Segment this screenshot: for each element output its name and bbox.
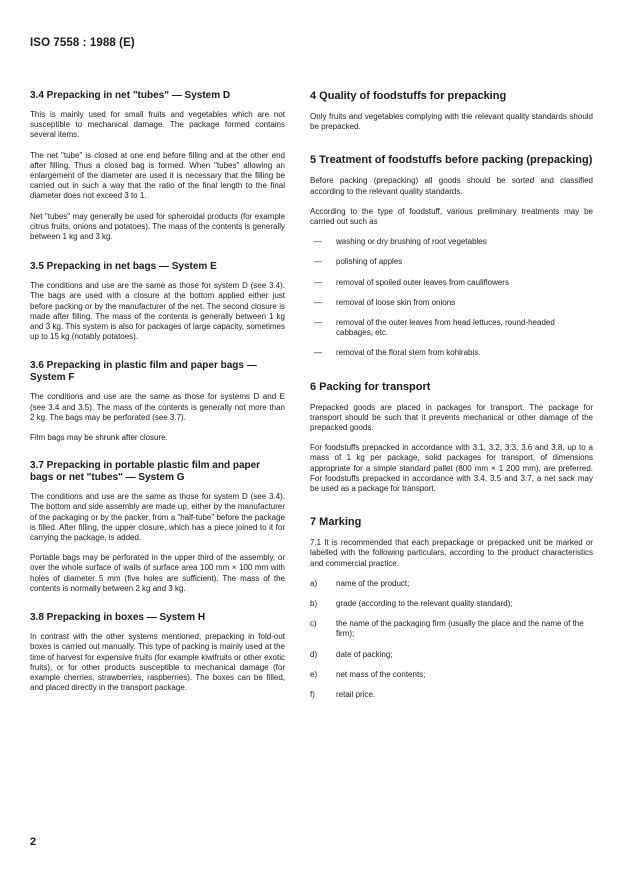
list-marker: f)	[310, 690, 315, 700]
list-item: b) grade (according to the relevant quality standard);	[310, 599, 513, 609]
list-marker: d)	[310, 649, 318, 659]
paragraph: Portable bags may be perforated in the upper third of the assembly, or over the whole surface of walls of surface area 100 mm × 100 mm with holes of diameter 5 mm (five holes are sufficient). The mass of the contents is normally between 2 kg and 3 kg.	[30, 553, 285, 593]
list-marker: e)	[310, 669, 318, 679]
marking-list	[310, 579, 593, 700]
section-5	[310, 154, 593, 358]
section-3-6	[30, 360, 285, 443]
list-item: — removal of the floral stem from kohlrabis.	[310, 348, 593, 358]
list-item: — removal of spoiled outer leaves from cauliflowers	[310, 278, 593, 288]
section-heading: 6 Packing for transport	[310, 380, 431, 393]
paragraph: For foodstuffs prepacked in accordance with 3.1, 3.2, 3.3, 3.6 and 3.8, up to a mass of 1 kg per package, solid packages for transport, of dimensions appropriate for a simple standard pallet (800 mm × 1 200 mm), are preferred. For foodstuffs prepacked in accordance with 3.4, 3.5 and 3.7, a net sack may be used as a package for transport.	[310, 443, 593, 494]
list-item: — washing or dry brushing of root vegetables	[310, 237, 593, 247]
section-3-4	[30, 90, 285, 242]
list-marker: a)	[310, 578, 318, 588]
section-heading: 3.4 Prepacking in net "tubes" — System D	[30, 90, 231, 101]
section-heading: 3.7 Prepacking in portable plastic film and paper bags or net "tubes" — System G	[30, 460, 261, 484]
section-heading: 5 Treatment of foodstuffs before packing (prepacking)	[310, 154, 593, 167]
dash-marker: —	[314, 257, 322, 267]
paragraph: Net "tubes" may generally be used for spheroidal products (for example citrus fruits, onions and potatoes). The mass of the contents is generally between 1 kg and 3 kg.	[30, 211, 285, 242]
section-4	[310, 90, 593, 132]
list-marker: b)	[310, 599, 318, 609]
section-7	[310, 516, 593, 700]
list-marker: c)	[310, 619, 317, 629]
section-3-5	[30, 261, 285, 342]
dash-marker: —	[314, 237, 322, 247]
list-item: e) net mass of the contents;	[310, 669, 426, 679]
dash-marker: —	[314, 277, 322, 287]
list-item: d) date of packing;	[310, 649, 393, 659]
paragraph: This is mainly used for small fruits and vegetables which are not susceptible to mechanical damage. The package formed contains several items.	[30, 110, 285, 140]
right-column	[310, 90, 593, 710]
paragraph: 7.1 It is recommended that each prepackage or prepacked unit be marked or labelled with the following particulars, according to the product characteristics and commercial practice.	[310, 538, 593, 568]
paragraph: In contrast with the other systems mentioned, prepacking in fold-out boxes is carried out manually. This type of packing is mainly used at the time of harvest for expensive fruits (for example kiwifruits or other exotic fruits), or for other products susceptible to mechanical damage (for example cherries, strawberries, raspberries). The boxes can be filled, and placed directly in the transport package.	[30, 632, 285, 693]
list-item: — polishing of apples	[310, 257, 593, 267]
section-heading: 3.8 Prepacking in boxes — System H	[30, 612, 206, 624]
list-item: — removal of loose skin from onions	[310, 298, 593, 308]
paragraph: According to the type of foodstuff, various preliminary treatments may be carried out such as	[310, 206, 593, 227]
paragraph: The conditions and use are the same as those for systems D and E (see 3.4 and 3.5). The mass of the contents is generally not more than 2 kg. The bags may be perforated (see 3.7).	[30, 392, 285, 422]
paragraph: The net "tube" is closed at one end before filling and at the other end after filling. Thus a closed bag is formed. When "tubes" allowing an enlargement of the diameter are used it is necessary that the filling be carried out in such a way that the ratio of the final length to the final diameter does not exceed 3 to 1.	[30, 150, 285, 201]
section-heading: 3.6 Prepacking in plastic film and paper bags — System F	[30, 360, 257, 384]
page-number: 2	[30, 836, 37, 848]
list-item: a) name of the product;	[310, 578, 410, 588]
paragraph: Film bags may be shrunk after closure.	[30, 433, 168, 443]
section-heading: 4 Quality of foodstuffs for prepacking	[310, 90, 507, 102]
list-item: — removal of the outer leaves from head lettuces, round-headed cabbages, etc.	[310, 318, 593, 338]
list-item: c) the name of the packaging firm (usually the place and the name of the firm);	[310, 619, 584, 639]
paragraph: Before packing (prepacking) all goods should be sorted and classified according to the relevant quality standards.	[310, 176, 593, 196]
section-3-7	[30, 460, 285, 594]
left-column	[30, 90, 285, 703]
section-heading: 3.5 Prepacking in net bags — System E	[30, 261, 217, 273]
page-header: ISO 7558 : 1988 (E)	[30, 37, 135, 49]
paragraph: The conditions and use are the same as those for system D (see 3.4). The bottom and side assembly are made up, either by the manufacturer of the packaging or by the packer, from a "half-tube" before the package is filled. After filling, the upper closure, which has a piece joined to it for carrying the package, is added.	[30, 492, 285, 543]
paragraph: Prepacked goods are placed in packages for transport. The package for transport should be such that it prevents mechanical or other damage of the prepacked goods.	[310, 402, 593, 433]
treatment-list	[310, 237, 593, 358]
section-heading: 7 Marking	[310, 516, 362, 529]
section-6	[310, 381, 593, 495]
paragraph: The conditions and use are the same as those for system D (see 3.4). The bags are used with a closure at the bottom applied either just before packing or by the manufacturer of the net. The second closure is made after filling. The mass of the contents is generally between 1 kg and 3 kg. This system is also for packages of large capacity, sometimes up to 15 kg (notably potatoes).	[30, 281, 285, 342]
section-3-8	[30, 612, 285, 693]
dash-marker: —	[314, 348, 322, 358]
paragraph: Only fruits and vegetables complying with the relevant quality standards should be prepacked.	[310, 112, 593, 132]
list-item: f) retail price.	[310, 690, 376, 700]
dash-marker: —	[314, 297, 322, 307]
dash-marker: —	[314, 318, 322, 328]
